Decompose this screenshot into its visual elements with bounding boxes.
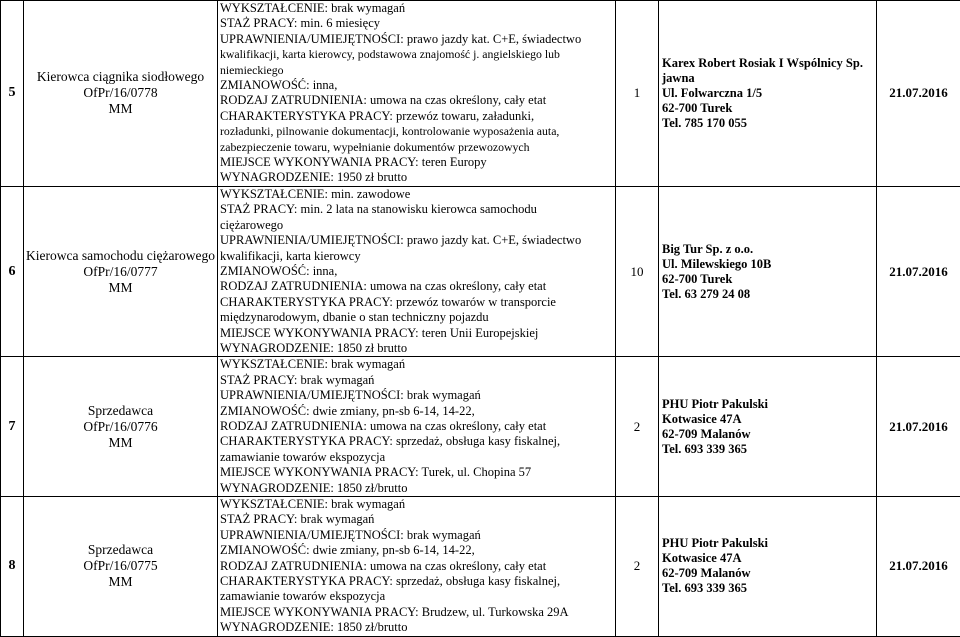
employer-cell bbox=[659, 1, 877, 187]
offer-date: 21.07.2016 bbox=[877, 357, 960, 497]
employer-line: Tel. 63 279 24 08 bbox=[662, 287, 876, 302]
employer-line: 62-709 Malanów bbox=[662, 566, 876, 581]
requirement-line: RODZAJ ZATRUDNIENIA: umowa na czas określony, cały etat bbox=[220, 93, 615, 108]
requirements-cell bbox=[218, 186, 616, 356]
table-row bbox=[1, 186, 960, 356]
offer-date: 21.07.2016 bbox=[877, 186, 960, 356]
position-title: Kierowca ciągnika siodłowego bbox=[24, 69, 217, 85]
employer-line: PHU Piotr Pakulski bbox=[662, 397, 876, 412]
requirement-line: CHARAKTERYSTYKA PRACY: sprzedaż, obsługa kasy fiskalnej, bbox=[220, 574, 615, 589]
table-row bbox=[1, 1, 960, 187]
employer-line: Kotwasice 47A bbox=[662, 551, 876, 566]
employer-line: Big Tur Sp. z o.o. bbox=[662, 242, 876, 257]
requirement-line: zamawianie towarów ekspozycja bbox=[220, 450, 615, 465]
requirement-line: ZMIANOWOŚĆ: dwie zmiany, pn-sb 6-14, 14-22, bbox=[220, 543, 615, 558]
position-title: Sprzedawca bbox=[24, 542, 217, 558]
employer-cell bbox=[659, 186, 877, 356]
requirement-line: STAŻ PRACY: brak wymagań bbox=[220, 512, 615, 527]
requirements-cell bbox=[218, 497, 616, 637]
employer-line: Kotwasice 47A bbox=[662, 412, 876, 427]
employer-cell bbox=[659, 357, 877, 497]
employer-line: 62-700 Turek bbox=[662, 272, 876, 287]
requirement-line: ZMIANOWOŚĆ: dwie zmiany, pn-sb 6-14, 14-22, bbox=[220, 404, 615, 419]
offer-reference: OfPr/16/0776 bbox=[24, 419, 217, 435]
requirement-line: WYKSZTAŁCENIE: brak wymagań bbox=[220, 1, 615, 16]
requirement-line: kwalifikacji, karta kierowcy, podstawowa znajomość j. angielskiego lub bbox=[220, 47, 615, 62]
employer-line: jawna bbox=[662, 71, 876, 86]
requirement-line: ciężarowego bbox=[220, 218, 615, 233]
offer-date: 21.07.2016 bbox=[877, 1, 960, 187]
employer-line: Ul. Milewskiego 10B bbox=[662, 257, 876, 272]
requirement-line: CHARAKTERYSTYKA PRACY: przewóz towaru, załadunki, bbox=[220, 109, 615, 124]
requirement-line: MIEJSCE WYKONYWANIA PRACY: Turek, ul. Chopina 57 bbox=[220, 465, 615, 480]
vacancy-count: 10 bbox=[616, 186, 659, 356]
requirement-line: WYKSZTAŁCENIE: min. zawodowe bbox=[220, 187, 615, 202]
employer-line: PHU Piotr Pakulski bbox=[662, 536, 876, 551]
requirement-line: WYNAGRODZENIE: 1950 zł brutto bbox=[220, 170, 615, 185]
requirement-line: UPRAWNIENIA/UMIEJĘTNOŚCI: prawo jazdy kat. C+E, świadectwo bbox=[220, 32, 615, 47]
position-title: Sprzedawca bbox=[24, 403, 217, 419]
offer-code: MM bbox=[24, 280, 217, 296]
requirement-line: WYKSZTAŁCENIE: brak wymagań bbox=[220, 357, 615, 372]
row-number: 5 bbox=[1, 1, 24, 187]
requirement-line: MIEJSCE WYKONYWANIA PRACY: teren Unii Europejskiej bbox=[220, 326, 615, 341]
employer-line: Tel. 785 170 055 bbox=[662, 116, 876, 131]
requirement-line: niemieckiego bbox=[220, 63, 615, 78]
requirement-line: międzynarodowym, dbanie o stan techniczny pojazdu bbox=[220, 310, 615, 325]
requirement-line: STAŻ PRACY: min. 6 miesięcy bbox=[220, 16, 615, 31]
requirement-line: UPRAWNIENIA/UMIEJĘTNOŚCI: prawo jazdy kat. C+E, świadectwo bbox=[220, 233, 615, 248]
position-cell bbox=[24, 497, 218, 637]
requirement-line: UPRAWNIENIA/UMIEJĘTNOŚCI: brak wymagań bbox=[220, 388, 615, 403]
requirement-line: ZMIANOWOŚĆ: inna, bbox=[220, 264, 615, 279]
requirement-line: WYNAGRODZENIE: 1850 zł/brutto bbox=[220, 481, 615, 496]
requirement-line: MIEJSCE WYKONYWANIA PRACY: teren Europy bbox=[220, 155, 615, 170]
employer-line: 62-700 Turek bbox=[662, 101, 876, 116]
offer-date: 21.07.2016 bbox=[877, 497, 960, 637]
requirement-line: WYNAGRODZENIE: 1850 zł/brutto bbox=[220, 620, 615, 635]
requirement-line: rozładunki, pilnowanie dokumentacji, kontrolowanie wyposażenia auta, bbox=[220, 124, 615, 139]
requirement-line: zabezpieczenie towaru, wypełnianie dokumentów przewozowych bbox=[220, 140, 615, 155]
employer-line: Ul. Folwarczna 1/5 bbox=[662, 86, 876, 101]
requirement-line: STAŻ PRACY: brak wymagań bbox=[220, 373, 615, 388]
requirement-line: RODZAJ ZATRUDNIENIA: umowa na czas określony, cały etat bbox=[220, 279, 615, 294]
offer-code: MM bbox=[24, 574, 217, 590]
requirement-line: CHARAKTERYSTYKA PRACY: sprzedaż, obsługa kasy fiskalnej, bbox=[220, 434, 615, 449]
employer-cell bbox=[659, 497, 877, 637]
table-row bbox=[1, 357, 960, 497]
position-title: Kierowca samochodu ciężarowego bbox=[24, 248, 217, 264]
vacancy-count: 2 bbox=[616, 357, 659, 497]
vacancy-count: 1 bbox=[616, 1, 659, 187]
position-cell bbox=[24, 186, 218, 356]
offer-reference: OfPr/16/0775 bbox=[24, 558, 217, 574]
employer-line: Tel. 693 339 365 bbox=[662, 442, 876, 457]
vacancy-count: 2 bbox=[616, 497, 659, 637]
offer-reference: OfPr/16/0777 bbox=[24, 264, 217, 280]
row-number: 8 bbox=[1, 497, 24, 637]
offer-code: MM bbox=[24, 101, 217, 117]
requirement-line: RODZAJ ZATRUDNIENIA: umowa na czas określony, cały etat bbox=[220, 419, 615, 434]
table-row bbox=[1, 497, 960, 637]
requirement-line: ZMIANOWOŚĆ: inna, bbox=[220, 78, 615, 93]
row-number: 7 bbox=[1, 357, 24, 497]
position-cell bbox=[24, 1, 218, 187]
requirements-cell bbox=[218, 1, 616, 187]
requirement-line: CHARAKTERYSTYKA PRACY: przewóz towarów w transporcie bbox=[220, 295, 615, 310]
row-number: 6 bbox=[1, 186, 24, 356]
requirement-line: kwalifikacji, karta kierowcy bbox=[220, 249, 615, 264]
requirement-line: WYKSZTAŁCENIE: brak wymagań bbox=[220, 497, 615, 512]
requirement-line: zamawianie towarów ekspozycja bbox=[220, 589, 615, 604]
requirement-line: WYNAGRODZENIE: 1850 zł brutto bbox=[220, 341, 615, 356]
offer-code: MM bbox=[24, 435, 217, 451]
requirement-line: MIEJSCE WYKONYWANIA PRACY: Brudzew, ul. Turkowska 29A bbox=[220, 605, 615, 620]
employer-line: Karex Robert Rosiak I Wspólnicy Sp. bbox=[662, 56, 876, 71]
employer-line: Tel. 693 339 365 bbox=[662, 581, 876, 596]
employer-line: 62-709 Malanów bbox=[662, 427, 876, 442]
position-cell bbox=[24, 357, 218, 497]
offer-reference: OfPr/16/0778 bbox=[24, 85, 217, 101]
requirements-cell bbox=[218, 357, 616, 497]
requirement-line: STAŻ PRACY: min. 2 lata na stanowisku kierowca samochodu bbox=[220, 202, 615, 217]
requirement-line: UPRAWNIENIA/UMIEJĘTNOŚCI: brak wymagań bbox=[220, 528, 615, 543]
requirement-line: RODZAJ ZATRUDNIENIA: umowa na czas określony, cały etat bbox=[220, 559, 615, 574]
